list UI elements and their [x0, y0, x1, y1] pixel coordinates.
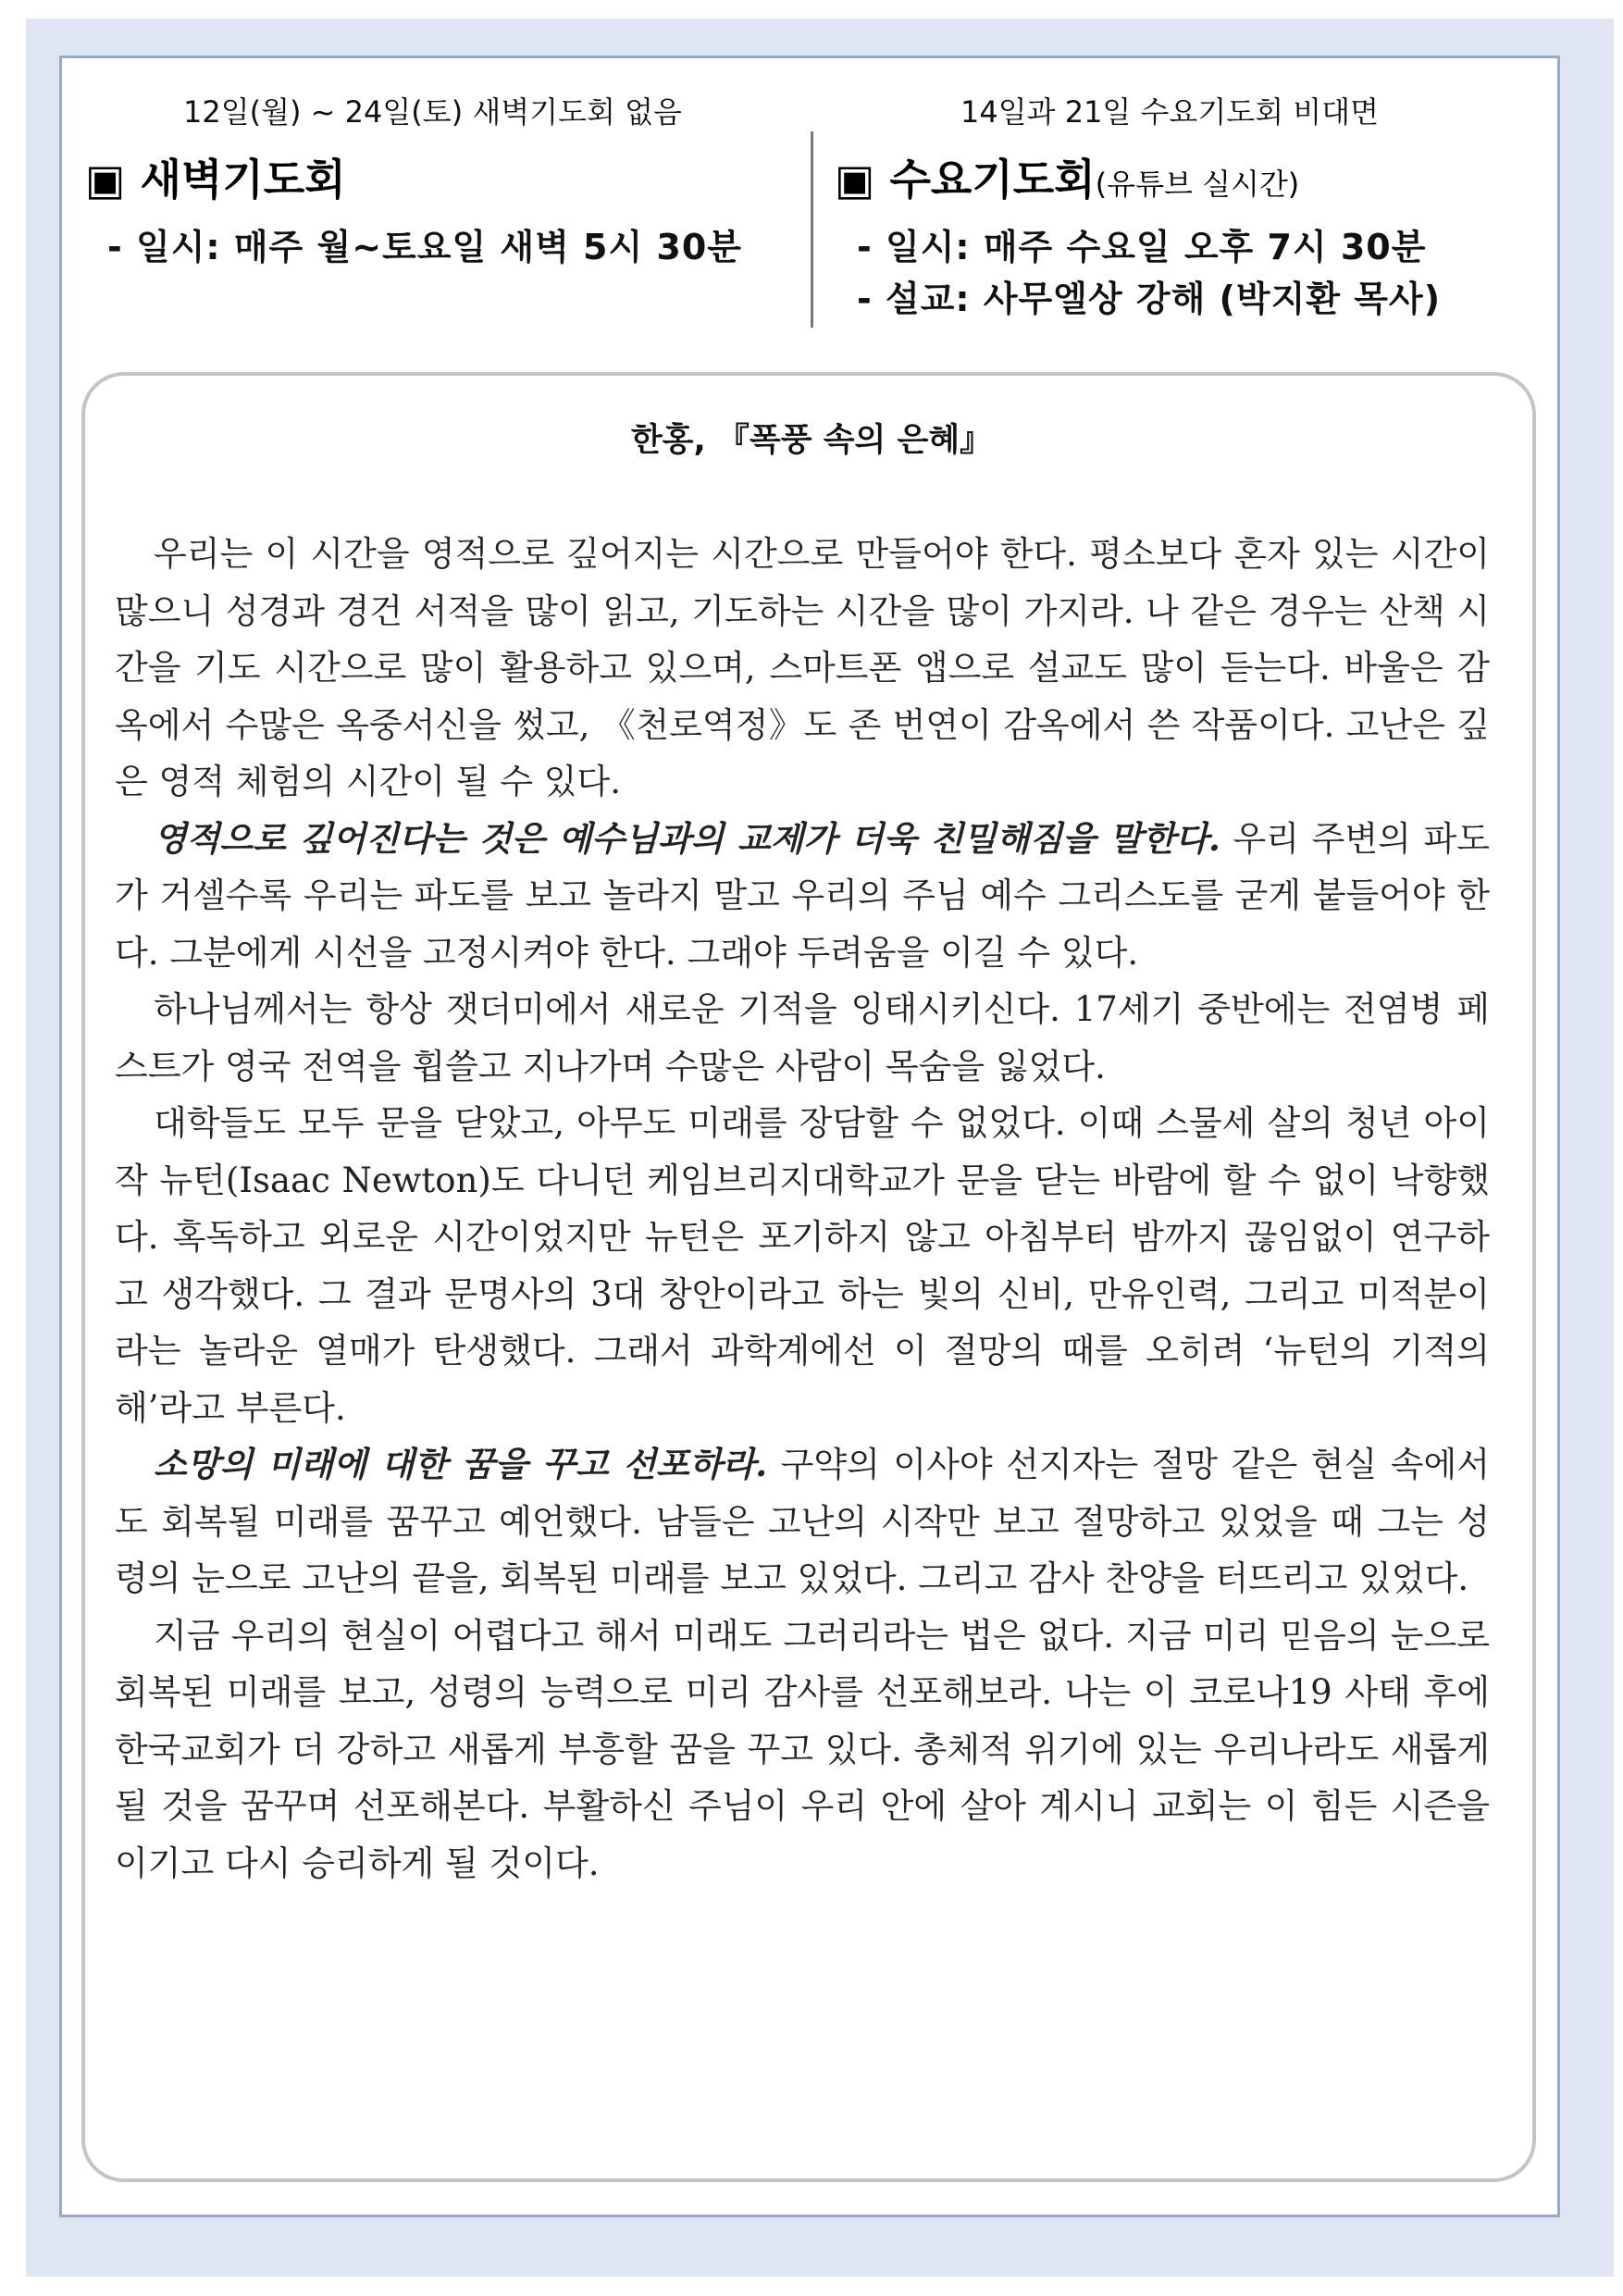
article-paragraph	[115, 1095, 1490, 1436]
paragraph-text: 대학들도 모두 문을 닫았고, 아무도 미래를 장담할 수 없었다. 이때 스물세 살의 청년 아이작 뉴턴(Isaac Newton)도 다니던 케임브리지대학교가 문을 닫는 바람에 할 수 없이 낙향했다. 혹독하고 외로운 시간이었지만 뉴턴은 포기하지 않고 아침부터 밤까지 끊임없이 연구하고 생각했다. 그 결과 문명사의 3대 창안이라고 하는 빛의 신비, 만유인력, 그리고 미적분이라는 놀라운 열매가 탄생했다. 그래서 과학계에선 이 절망의 때를 오히려 ‘뉴턴의 기적의 해’라고 부른다.	[115, 1103, 1490, 1428]
column-divider	[811, 131, 813, 328]
paragraph-emphasis: 소망의 미래에 대한 꿈을 꾸고 선포하라.	[154, 1444, 768, 1484]
paragraph-emphasis: 영적으로 깊어진다는 것은 예수님과의 교제가 더욱 친밀해짐을 말한다.	[154, 817, 1220, 859]
dawn-prayer-title: ▣ 새벽기도회	[85, 155, 346, 205]
paragraph-text: 지금 우리의 현실이 어렵다고 해서 미래도 그러리라는 법은 없다. 지금 미리 믿음의 눈으로 회복된 미래를 보고, 성령의 능력으로 미리 감사를 선포해보라. 나는 이 코로나19 사태 후에 한국교회가 더 강하고 새롭게 부흥할 꿈을 꾸고 있다. 총체적 위기에 있는 우리나라도 새롭게 될 것을 꿈꾸며 선포해본다. 부활하신 주님이 우리 안에 살아 계시니 교회는 이 힘든 시즌을 이기고 다시 승리하게 될 것이다.	[115, 1615, 1490, 1883]
paragraph-text: 우리는 이 시간을 영적으로 깊어지는 시간으로 만들어야 한다. 평소보다 혼자 있는 시간이 많으니 성경과 경건 서적을 많이 읽고, 기도하는 시간을 많이 가지라. 나 같은 경우는 산책 시간을 기도 시간으로 많이 활용하고 있으며, 스마트폰 앱으로 설교도 많이 듣는다. 바울은 감옥에서 수많은 옥중서신을 썼고, 《천로역정》도 존 번연이 감옥에서 쓴 작품이다. 고난은 깊은 영적 체험의 시간이 될 수 있다.	[115, 534, 1490, 801]
article-paragraph	[115, 981, 1490, 1095]
notice-dawn-cancelled: 12일(월) ~ 24일(토) 새벽기도회 없음	[183, 94, 682, 130]
wednesday-prayer-subtitle: (유튜브 실시간)	[1095, 167, 1300, 202]
article-paragraph	[115, 811, 1490, 982]
wednesday-prayer-title	[835, 146, 1299, 207]
article-body	[115, 526, 1490, 1892]
paragraph-text: 하나님께서는 항상 잿더미에서 새로운 기적을 잉태시키신다. 17세기 중반에는 전염병 페스트가 영국 전역을 휩쓸고 지나가며 수많은 사람이 목숨을 잃었다.	[115, 989, 1490, 1086]
article-paragraph	[115, 1436, 1490, 1607]
article-paragraph	[115, 526, 1490, 811]
article-title: 한홍, 『폭풍 속의 은혜』	[630, 422, 993, 459]
paragraph-text: 우리 주변의 파도가 거셀수록 우리는 파도를 보고 놀라지 말고 우리의 주님 예수 그리스도를 굳게 붙들어야 한다. 그분에게 시선을 고정시켜야 한다. 그래야 두려움을 이길 수 있다.	[115, 818, 1490, 973]
notice-wednesday-online: 14일과 21일 수요기도회 비대면	[960, 94, 1379, 130]
wednesday-prayer-title-text: ▣ 수요기도회	[835, 155, 1096, 205]
dawn-prayer-time: - 일시: 매주 월~토요일 새벽 5시 30분	[107, 227, 743, 267]
article-paragraph	[115, 1607, 1490, 1893]
wednesday-prayer-sermon: - 설교: 사무엘상 강해 (박지환 목사)	[857, 279, 1442, 319]
wednesday-prayer-time: - 일시: 매주 수요일 오후 7시 30분	[857, 227, 1427, 267]
paragraph-text: 구약의 이사야 선지자는 절망 같은 현실 속에서도 회복될 미래를 꿈꾸고 예언했다. 남들은 고난의 시작만 보고 절망하고 있었을 때 그는 성령의 눈으로 고난의 끝을, 회복된 미래를 보고 있었다. 그리고 감사 찬양을 터뜨리고 있었다.	[115, 1445, 1490, 1598]
